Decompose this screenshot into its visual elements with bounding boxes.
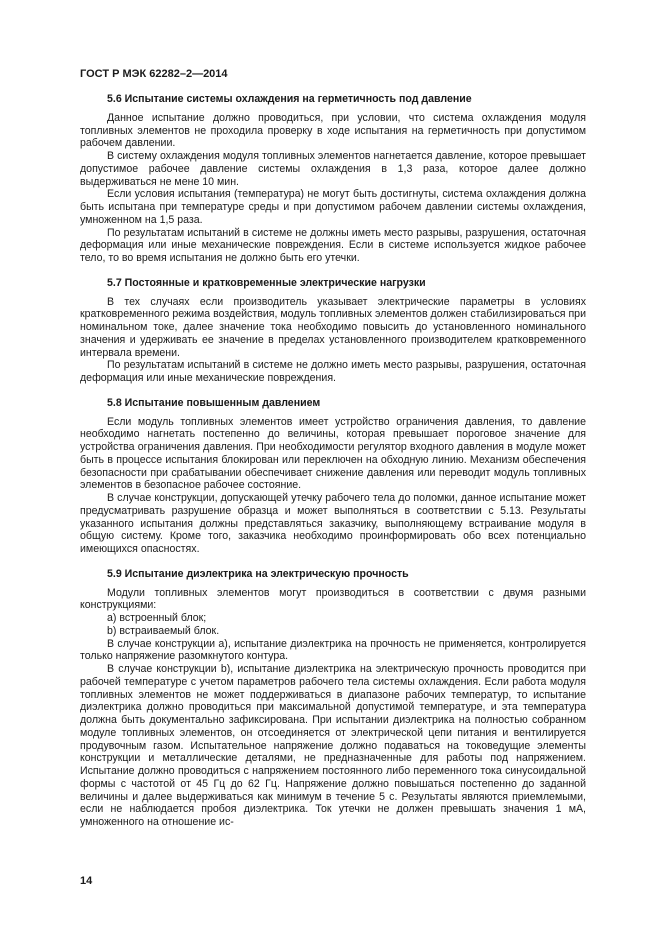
paragraph: Если модуль топливных элементов имеет устройство ограничения давления, то давление необходимо нагнетать постепенно до величины, которая превышает пороговое значение для устройства ограничения давления. При необходимости регулятор входного давления в модуле может быть в процессе испытания блокирован или переключен на обходную линию. Механизм обеспечения безопасности при срабатывании обеспечивает снижение давления или переводит модуль топливных элементов в безопасное рабочее состояние. <box>80 415 586 492</box>
section-heading-5-7: 5.7 Постоянные и кратковременные электрические нагрузки <box>107 276 426 289</box>
paragraph: В случае конструкции, допускающей утечку рабочего тела до поломки, данное испытание может предусматривать разрушение образца и может выполняться в соответствии с 5.13. Результаты указанного испытания должны представляться заказчику, выполняющему встраивание модуля в общую систему. Кроме того, заказчика необходимо проинформировать обо всех потенциально имеющихся опасностях. <box>80 492 586 556</box>
section-heading-5-9: 5.9 Испытание диэлектрика на электрическую прочность <box>107 567 409 580</box>
list-item: a) встроенный блок; <box>107 612 207 625</box>
paragraph: В случае конструкции b), испытание диэлектрика на электрическую прочность проводится при рабочей температуре с учетом параметров рабочего тела системы охлаждения. Если работа модуля топливных элементов не может поддерживаться в диапазоне рабочих температур, то испытание диэлектрика должно проводиться при максимальной допустимой температуре, и эта температура должна быть документально зафиксирована. При испытании диэлектрика на полностью собранном модуле топливных элементов, он отсоединяется от электрической цепи питания и вентилируется продувочным газом. Испытательное напряжение должно подаваться на токоведущие элементы конструкции и металлические деталями, не предназначенные для работы под напряжением. Испытание должно проводиться с напряжением постоянного либо переменного тока синусоидальной формы с частотой от 45 Гц до 62 Гц. Напряжение должно повышаться постепенно до заданной величины и далее выдерживаться как минимум в течение 5 с. Результаты являются приемлемыми, если не наблюдается пробоя диэлектрика. Ток утечки не должен превышать значения 1 мА, умноженного на отношение ис- <box>80 663 586 829</box>
document-page <box>80 68 586 829</box>
paragraph: Данное испытание должно проводиться, при условии, что система охлаждения модуля топливных элементов не проходила проверку в ходе испытания на герметичность при допустимом рабочем давлении. <box>80 111 586 150</box>
page-number: 14 <box>80 875 93 887</box>
paragraph: По результатам испытаний в системе не должны иметь место разрывы, разрушения, остаточная деформация или иные механические повреждения. Если в системе используется жидкое рабочее тело, то во время испытания не должно быть его утечки. <box>80 226 586 265</box>
section-heading-5-6: 5.6 Испытание системы охлаждения на герметичность под давление <box>107 93 472 105</box>
paragraph: Если условия испытания (температура) не могут быть достигнуты, система охлаждения должна быть испытана при температуре среды и при допустимом рабочем давлении системы охлаждения, умноженном на 1,5 раза. <box>80 188 586 226</box>
paragraph: По результатам испытаний в системе не должно иметь место разрывы, разрушения, остаточная деформация или иные механические повреждения. <box>80 359 586 385</box>
paragraph: В случае конструкции a), испытание диэлектрика на прочность не применяется, контролируется только напряжение разомкнутого контура. <box>80 637 586 663</box>
document-id-header: ГОСТ Р МЭК 62282–2—2014 <box>80 68 228 80</box>
paragraph: В систему охлаждения модуля топливных элементов нагнетается давление, которое превышает допустимое рабочее давление системы охлаждения в 1,3 раза, которое далее должно выдерживаться не мене 10 мин. <box>80 150 586 188</box>
paragraph: Модули топливных элементов могут производиться в соответствии с двумя разными конструкциями: <box>80 586 586 612</box>
section-heading-5-8: 5.8 Испытание повышенным давлением <box>107 396 321 409</box>
list-item: b) встраиваемый блок. <box>107 624 220 637</box>
paragraph: В тех случаях если производитель указывает электрические параметры в условиях кратковременного режима воздействия, модуль топливных элементов должен стабилизироваться при номинальном токе, далее значение тока необходимо повысить до установленного номинального значения и удерживать ее значение в пределах установленного производителем кратковременного интервала времени. <box>80 295 586 359</box>
